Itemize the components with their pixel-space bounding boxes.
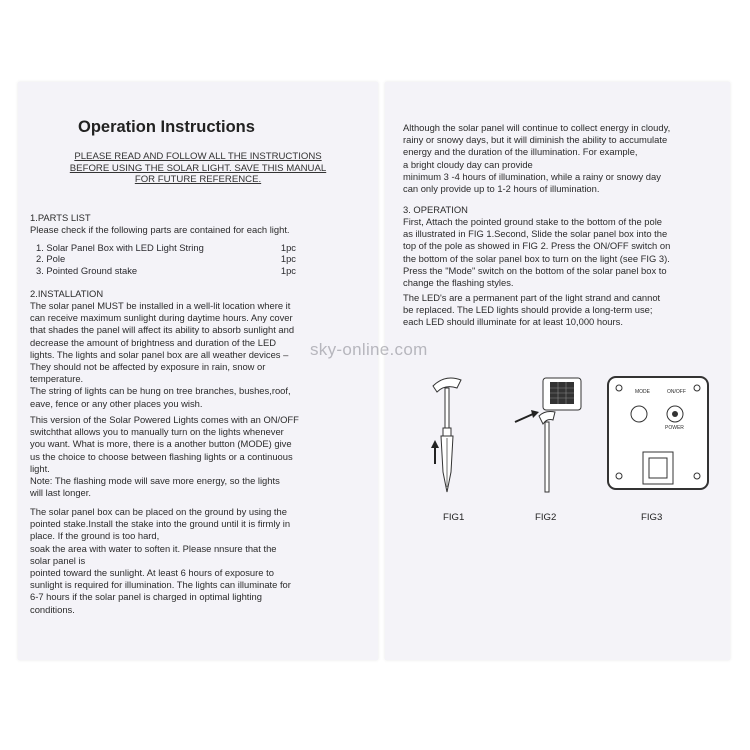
- installation-paragraph: This version of the Solar Powered Lights comes with an ON/OFF switchthat allows you to manually turn on the lights whenever you want. What is more, there is a another button (MODE) give us the choice to choose between flashing lights or a continuous light. Note: The flashing mode will save more energy, so the lights will last longer.: [30, 414, 299, 499]
- right-page: [385, 82, 730, 660]
- fig1-label: FIG1: [443, 512, 465, 523]
- power-label: POWER: [665, 425, 684, 431]
- weather-paragraph: Although the solar panel will continue to collect energy in cloudy, rainy or snowy days, but it will diminish the ability to accumulate energy and the duration of the illumination. For example, a bright cloudy day can provide minimum 3 -4 hours of illumination, while a rainy or snowy day can only provide up to 1-2 hours of illumination.: [403, 122, 671, 195]
- operation-paragraph: First, Attach the pointed ground stake to the bottom of the pole as illustrated in FIG 1.Second, Slide the solar panel box into the top of the pole as showed in FIG 2. Press the ON/OFF switch on the bottom of the solar panel box to turn on the light (see FIG 3). Press the "Mode" switch on the bottom of the solar panel box to change the flashing styles.: [403, 216, 671, 289]
- read-instructions-notice: [33, 151, 363, 186]
- parts-list-heading: 1.PARTS LIST: [30, 212, 91, 223]
- parts-list-intro: Please check if the following parts are contained for each light.: [30, 224, 290, 235]
- installation-heading: 2.INSTALLATION: [30, 288, 104, 299]
- list-item: [36, 253, 296, 264]
- fig2-solar-box-illustration: [505, 372, 585, 497]
- part-name: 3. Pointed Ground stake: [36, 264, 138, 276]
- watermark: sky-online.com: [310, 340, 428, 359]
- part-qty: 1pc: [280, 253, 296, 265]
- part-qty: 1pc: [280, 264, 296, 276]
- part-name: 2. Pole: [36, 253, 66, 265]
- operation-heading: 3. OPERATION: [403, 204, 468, 215]
- part-qty: 1pc: [280, 242, 296, 253]
- list-item: [36, 265, 296, 276]
- fig2-label: FIG2: [535, 512, 557, 523]
- led-paragraph: The LED's are a permanent part of the light strand and cannot be replaced. The LED lights should provide a long-term use; each LED should illuminate for at least 10,000 hours.: [403, 292, 661, 328]
- part-name: 1. Solar Panel Box with LED Light String: [36, 242, 204, 253]
- left-page: [18, 82, 378, 660]
- mode-button-label: MODE: [635, 389, 650, 395]
- fig1-stake-illustration: [425, 372, 475, 497]
- notice-line: FOR FUTURE REFERENCE.: [134, 174, 262, 185]
- notice-line: BEFORE USING THE SOLAR LIGHT. SAVE THIS MANUAL: [69, 162, 327, 174]
- installation-paragraph: The solar panel MUST be installed in a well-lit location where it can receive maximum sunlight during daytime hours. Any cover that shades the panel will affect its ability to absorb sunlight and decrease the amount of brightness and duration of the LED lights. The lights and solar panel box are all weather devices – They should not be affected by exposure in rain, snow or temperature. The string of lights can be hung on tree branches, bushes,roof, eave, fence or any other places you wish.: [30, 300, 295, 409]
- page-title: Operation Instructions: [78, 118, 255, 136]
- list-item: [36, 242, 296, 253]
- onoff-button-label: ON/OFF: [667, 389, 686, 395]
- fig3-switch-panel-illustration: [603, 372, 713, 497]
- parts-list: [36, 242, 296, 276]
- notice-line: PLEASE READ AND FOLLOW ALL THE INSTRUCTIONS: [74, 151, 322, 162]
- installation-paragraph: The solar panel box can be placed on the ground by using the pointed stake.Install the stake into the ground until it is firmly in place. If the ground is too hard, soak the area with water to soften it. Please nnsure that the solar panel is pointed toward the sunlight. At least 6 hours of exposure to sunlight is required for illumination. The lights can illuminate for 6-7 hours if the solar panel is charged in optimal lighting conditions.: [30, 506, 291, 615]
- fig3-label: FIG3: [641, 512, 663, 523]
